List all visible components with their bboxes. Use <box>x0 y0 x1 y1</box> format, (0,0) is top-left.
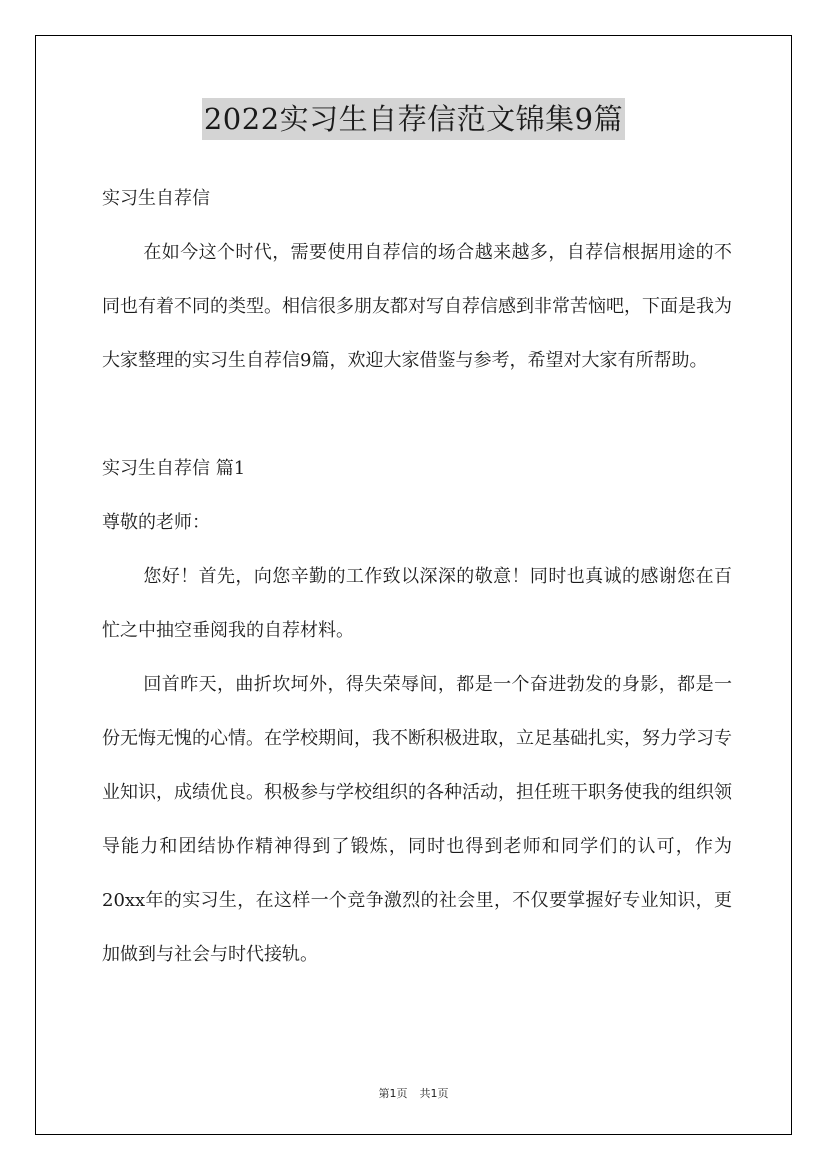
page-number: 第1页 <box>378 1087 408 1100</box>
intro-heading: 实习生自荐信 <box>102 188 210 209</box>
section-heading: 实习生自荐信 篇1 <box>102 458 246 479</box>
section-spacer <box>102 388 732 442</box>
page-total: 共1页 <box>419 1087 449 1100</box>
title-container <box>0 98 827 140</box>
body-paragraph-2: 回首昨天，曲折坎坷外，得失荣辱间，都是一个奋进勃发的身影，都是一份无悔无愧的心情。在学校期间，我不断积极进取，立足基础扎实，努力学习专业知识，成绩优良。积极参与学校组织的各种活动，担任班干职务使我的组织领导能力和团结协作精神得到了锻炼，同时也得到老师和同学们的认可，作为20xx年的实习生，在这样一个竞争激烈的社会里，不仅要掌握好专业知识，更加做到与社会与时代接轨。 <box>102 674 732 965</box>
document-title: 2022实习生自荐信范文锦集9篇 <box>202 98 625 140</box>
body-paragraph-1: 您好！首先，向您辛勤的工作致以深深的敬意！同时也真诚的感谢您在百忙之中抽空垂阅我的自荐材料。 <box>102 566 732 641</box>
document-body <box>102 172 732 982</box>
page-footer <box>0 1086 827 1102</box>
intro-paragraph: 在如今这个时代，需要使用自荐信的场合越来越多，自荐信根据用途的不同也有着不同的类型。相信很多朋友都对写自荐信感到非常苦恼吧，下面是我为大家整理的实习生自荐信9篇，欢迎大家借鉴与参考，希望对大家有所帮助。 <box>102 242 732 371</box>
salutation: 尊敬的老师： <box>102 512 210 533</box>
